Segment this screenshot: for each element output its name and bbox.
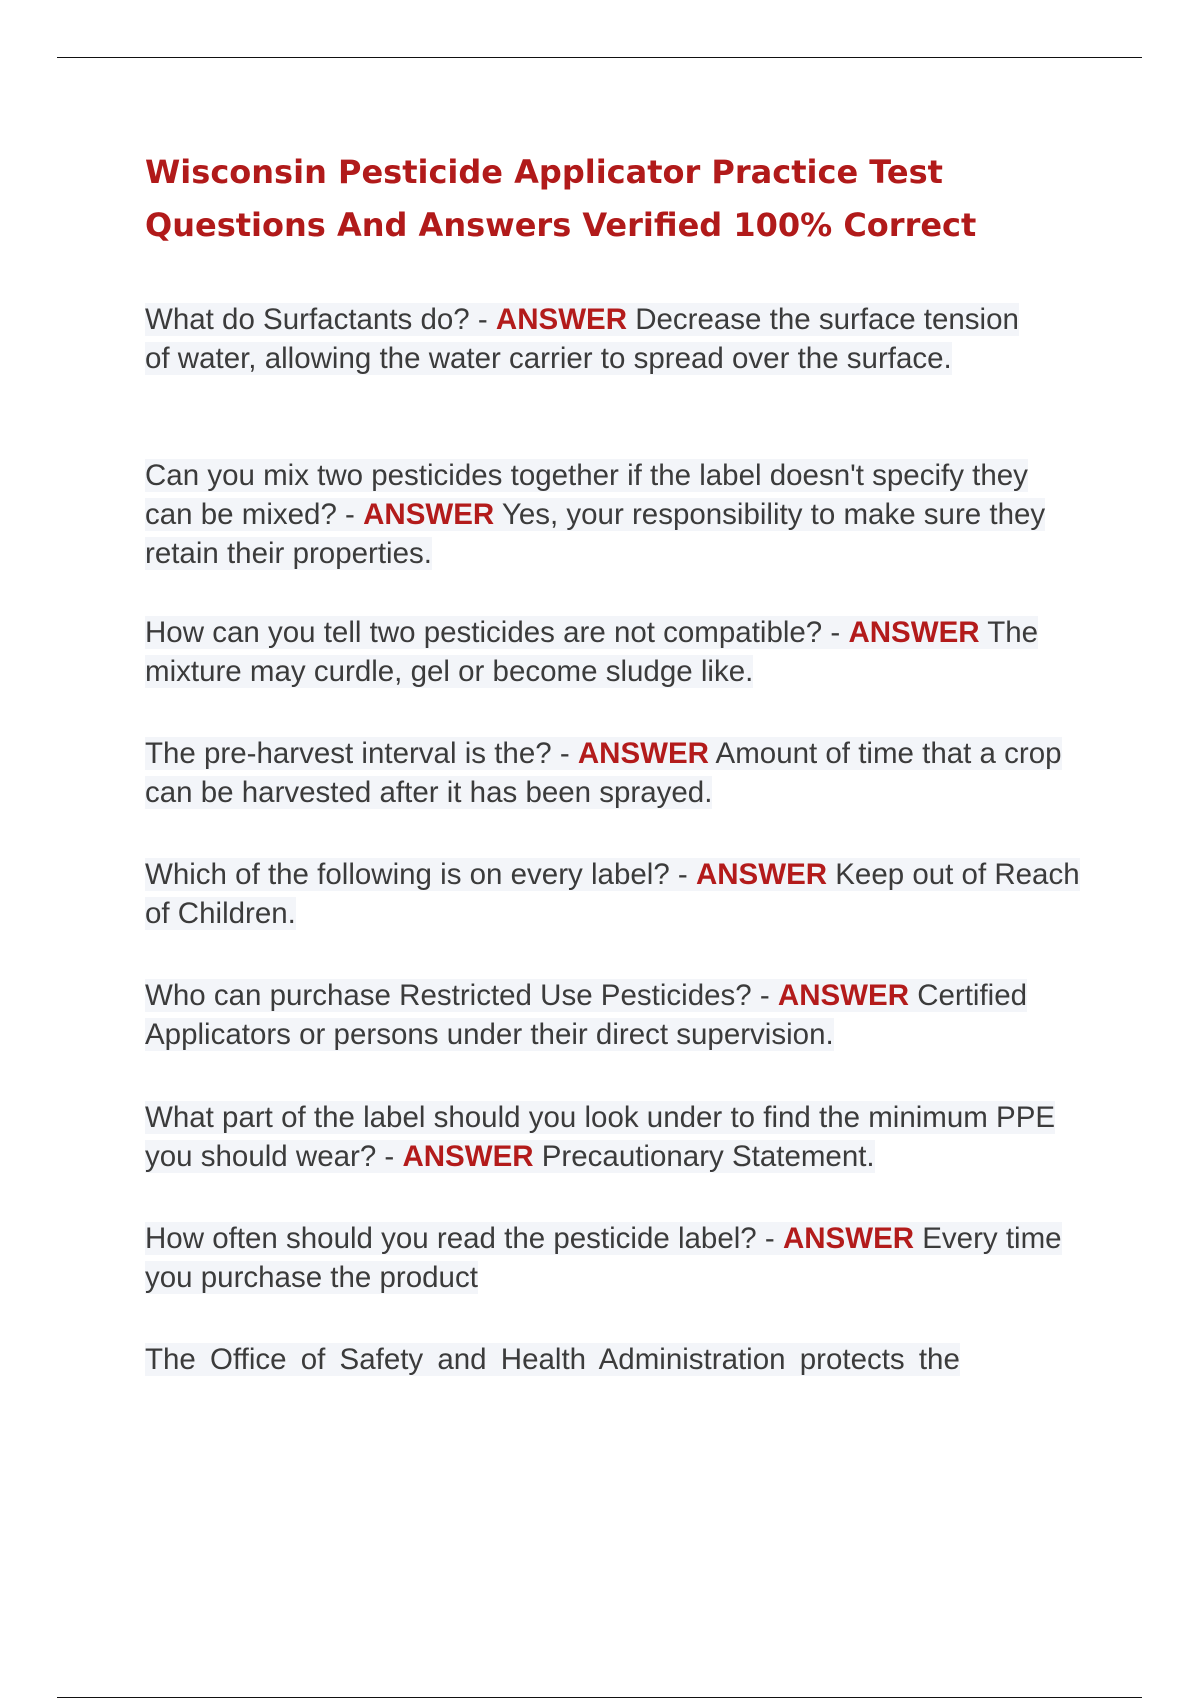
- question-text: What do Surfactants do? -: [145, 303, 496, 336]
- question-text: Which of the following is on every label? -: [145, 858, 696, 891]
- question-text: How can you tell two pesticides are not compatible? -: [145, 616, 849, 649]
- qa-item-7: [145, 1098, 1080, 1176]
- answer-text: The mixture may curdle, gel or become sludge like.: [145, 616, 1039, 688]
- answer-text: Keep out of Reach of Children.: [145, 858, 1080, 930]
- qa-item-4: [145, 734, 1090, 812]
- answer-label: ANSWER: [695, 858, 828, 891]
- answer-label: ANSWER: [402, 1140, 534, 1173]
- answer-label: ANSWER: [777, 979, 909, 1012]
- answer-text: Amount of time that a crop can be harvested after it has been sprayed.: [145, 737, 1062, 809]
- qa-item-2: [145, 456, 1075, 573]
- answer-label: ANSWER: [363, 498, 495, 531]
- question-text: The pre-harvest interval is the? -: [145, 737, 578, 770]
- answer-text: Every time you purchase the product: [145, 1222, 1062, 1294]
- question-text: The Office of Safety and Health Administration protects the: [145, 1343, 960, 1376]
- qa-item-5: [145, 855, 1080, 933]
- question-text: How often should you read the pesticide label? -: [145, 1222, 783, 1255]
- qa-item-3: [145, 613, 1080, 691]
- answer-text: Certified Applicators or persons under their direct supervision.: [145, 979, 1028, 1051]
- question-text: Can you mix two pesticides together if the label doesn't specify they can be mixed? -: [145, 459, 1028, 531]
- qa-item-8: [145, 1219, 1090, 1297]
- qa-item-1: [145, 300, 1025, 378]
- qa-item-9: [145, 1340, 975, 1379]
- top-rule: [57, 57, 1142, 58]
- page-title: Wisconsin Pesticide Applicator Practice Test Questions And Answers Verified 100% Correct: [145, 153, 977, 244]
- answer-label: ANSWER: [495, 303, 628, 336]
- answer-label: ANSWER: [782, 1222, 915, 1255]
- answer-text: Precautionary Statement.: [533, 1140, 875, 1173]
- answer-label: ANSWER: [848, 616, 980, 649]
- answer-label: ANSWER: [577, 737, 709, 770]
- question-text: Who can purchase Restricted Use Pesticides? -: [145, 979, 778, 1012]
- answer-text: Decrease the surface tension of water, allowing the water carrier to spread over the surface.: [145, 303, 1019, 375]
- qa-item-6: [145, 976, 1045, 1054]
- answer-text: Yes, your responsibility to make sure they retain their properties.: [145, 498, 1046, 570]
- bottom-rule: [57, 1697, 1142, 1698]
- question-text: What part of the label should you look under to find the minimum PPE you should wear? -: [145, 1101, 1056, 1173]
